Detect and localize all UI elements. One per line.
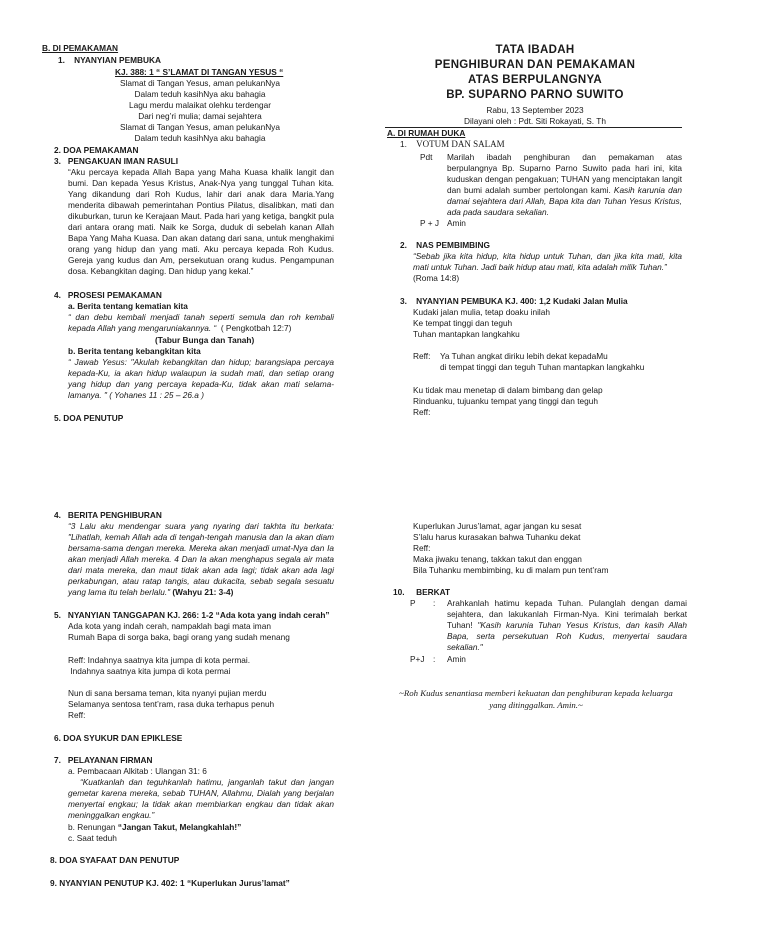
lyric-line: Slamat di Tangan Yesus, aman pelukanNya	[120, 78, 280, 88]
pj-label: P + J	[420, 218, 439, 228]
b9-heading: 9. NYANYIAN PENUTUP KJ. 402: 1 “Kuperlukan Jurus’lamat”	[50, 878, 290, 888]
lyric-line: Ke tempat tinggi dan teguh	[413, 318, 513, 328]
opening-song-verse-2	[413, 385, 603, 418]
lyric-line: Reff:	[68, 710, 86, 720]
lyric-line: Lagu merdu malaikat olehku terdengar	[128, 100, 272, 110]
amin-response: Amin	[447, 654, 466, 664]
votum-text: Marilah ibadah penghiburan dan pemakaman atas berpulangnya Bp. Suparno Parno Suwito pada hari ini, kita kuduskan dengan pengakuan; TUHAN yang menciptakan langit dan bumi adalah sumber pertolongan kami. Kasih karunia dan damai sejahtera dari Allah, Bapa kita dan Tuhan Yesus Kristus, ada pada saudara sekalian.	[447, 152, 682, 217]
b4-text: “3 Lalu aku mendengar suara yang nyaring dari takhta itu berkata: "Lihatlah, kemah Allah ada di tengah-tengah manusia dan Ia akan diam bersama-sama dengan mereka. Mereka akan menjadi umat-Nya dan Ia akan menjadi Allah mereka. 4 Dan Ia akan menghapus segala air mata dari mata mereka, dan maut tidak akan ada lagi; tidak akan ada lagi perkabungan, atau ratap tangis, atau dukacita, sebab segala sesuatu yang lama itu telah berlalu." (Wahyu 21: 3-4)	[68, 521, 334, 597]
lyric-line: Indahnya saatnya kita jumpa di kota permai	[68, 666, 231, 676]
item-1-heading: 1. NYANYIAN PEMBUKA	[58, 55, 161, 65]
item-4b-heading: b. Berita tentang kebangkitan kita	[68, 346, 201, 356]
nas-heading: 2. NAS PEMBIMBING	[400, 240, 490, 250]
lyric-line: Rinduanku, tujuanku tempat yang tinggi dan teguh	[413, 396, 598, 406]
item-4-heading: 4. PROSESI PEMAKAMAN	[54, 290, 162, 300]
document-title	[420, 43, 650, 103]
lyric-line: Dalam teduh kasihNya aku bahagia	[134, 133, 266, 143]
lyric-line: Maka jiwaku tenang, takkan takut dan enggan	[413, 554, 582, 564]
item-2-heading: 2. DOA PEMAKAMAN	[54, 145, 139, 155]
lyric-line: Ada kota yang indah cerah, nampaklah bagi mata iman	[68, 621, 271, 631]
b5-verse-1	[68, 621, 290, 643]
closing-blessing	[388, 687, 684, 711]
reff-label: Reff:	[413, 351, 431, 361]
lyric-line: Kudaki jalan mulia, tetap doaku inilah	[413, 307, 550, 317]
amin-response: Amin	[447, 218, 466, 228]
closing-song-lyrics	[413, 521, 609, 576]
b5-verse-2	[68, 688, 274, 721]
nas-text: “Sebab jika kita hidup, kita hidup untuk Tuhan, dan jika kita mati, kita mati untuk Tuhan. Jadi baik hidup atau mati, kita adalah milik Tuhan.” (Roma 14:8)	[413, 251, 682, 283]
lyric-line: Reff:	[413, 543, 431, 553]
b4-heading: 4. BERITA PENGHIBURAN	[54, 510, 162, 520]
lyric-line: Reff:	[413, 407, 431, 417]
lyric-line: Dari neg’ri mulia; damai sejahtera	[138, 111, 262, 121]
item-4a-text: “ dan debu kembali menjadi tanah seperti semula dan roh kembali kepada Allah yang mengaruniakannya. “ ( Pengkotbah 12:7)	[68, 312, 334, 333]
lyric-line: Ya Tuhan angkat diriku lebih dekat kepadaMu	[440, 351, 608, 361]
lyric-line: Tuhan mantapkan langkahku	[413, 329, 520, 339]
item-4a-heading: a. Berita tentang kematian kita	[68, 301, 188, 311]
lyric-line: Slamat di Tangan Yesus, aman pelukanNya	[120, 122, 280, 132]
colon: :	[433, 598, 436, 608]
votum-heading: 1. VOTUM DAN SALAM	[400, 139, 505, 149]
pdt-label: Pdt	[420, 152, 433, 162]
item-5-heading: 5. DOA PENUTUP	[54, 413, 124, 423]
lyric-line: Dalam teduh kasihNya aku bahagia	[134, 89, 266, 99]
section-a-heading: A. DI RUMAH DUKA	[387, 128, 466, 138]
service-date: Rabu, 13 September 2023	[486, 105, 584, 115]
title-line: TATA IBADAH	[495, 44, 575, 56]
lyric-line: Selamanya sentosa tent’ram, rasa duka terhapus penuh	[68, 699, 275, 709]
closing-line: yang ditinggalkan. Amin.~	[489, 700, 583, 710]
lyric-line: Bila Tuhanku membimbing, ku di malam pun tent’ram	[413, 565, 609, 575]
colon: :	[433, 654, 436, 664]
opening-song-heading: 3. NYANYIAN PEMBUKA KJ. 400: 1,2 Kudaki Jalan Mulia	[400, 296, 628, 306]
b5-heading: 5. NYANYIAN TANGGAPAN KJ. 266: 1-2 “Ada kota yang indah cerah”	[54, 610, 330, 620]
item-1-lyrics	[100, 78, 300, 144]
b6-heading: 6. DOA SYUKUR DAN EPIKLESE	[54, 733, 183, 743]
b7c-label: c. Saat teduh	[68, 833, 117, 843]
title-line: BP. SUPARNO PARNO SUWITO	[446, 89, 624, 101]
lyric-line: Reff: Indahnya saatnya kita jumpa di kota permai.	[68, 655, 251, 665]
p-label: P	[410, 598, 416, 608]
closing-line: ~Roh Kudus senantiasa memberi kekuatan dan penghiburan kepada keluarga	[399, 688, 673, 698]
lyric-line: Ku tidak mau menetap di dalam bimbang dan gelap	[413, 385, 603, 395]
title-line: PENGHIBURAN DAN PEMAKAMAN	[434, 59, 636, 71]
b7a-text: “Kuatkanlah dan teguhkanlah hatimu, janganlah takut dan jangan gemetar karena mereka, sebab TUHAN, Allahmu, Dialah yang berjalan menyertai engkau; Ia tidak akan membiarkan engkau dan tidak akan meninggalkan engkau.”	[68, 777, 334, 820]
b5-reff	[68, 655, 250, 677]
lyric-line: Kuperlukan Jurus’lamat, agar jangan ku sesat	[413, 521, 582, 531]
lyric-line: S’lalu harus kurasakan bahwa Tuhanku dekat	[413, 532, 581, 542]
apostles-creed-text: “Aku percaya kepada Allah Bapa yang Maha Kuasa khalik langit dan bumi. Dan kepada Yesus Kristus, Anak-Nya yang tunggal Tuhan kita. Yang dikandung dari Roh Kudus, lahir dari anak dara Maria.Yang menderita dibawah pemerintahan Pontius Pilatus, disalibkan, mati dan dikuburkan, turun ke Kerajaan Maut. Pada hari yang ketiga, bangkit pula dari antara orang mati. Naik ke Sorga, duduk di sebelah kanan Allah Bapa Yang Maha Kuasa. Dan akan datang dari sana, untuk menghakimi orang yang hidup dan yang mati. Aku percaya kepada Roh Kudus. Gereja yang kudus dan Am, persekutuan orang kudus. Pengampunan dosa. Kebangkitan daging. Dan hidup yang kekal.”	[68, 167, 334, 276]
b7b-label: b. Renungan “Jangan Takut, Melangkahlah!”	[68, 822, 242, 832]
opening-song-verse	[413, 307, 550, 340]
item-4a-note: (Tabur Bunga dan Tanah)	[155, 335, 255, 345]
lyric-line: Rumah Bapa di sorga baka, bagi orang yang sudah menang	[68, 632, 290, 642]
section-b-heading: B. DI PEMAKAMAN	[42, 43, 119, 53]
item-4b-text: “ Jawab Yesus: "Akulah kebangkitan dan hidup; barangsiapa percaya kepada-Ku, ia akan hidup walaupun ia sudah mati, dan setiap orang yang hidup dan yang percaya kepada-Ku, tidak akan mati selama-lamanya. " ( Yohanes 11 : 25 – 26.a )	[68, 357, 334, 400]
opening-song-reff	[440, 351, 644, 373]
lyric-line: di tempat tinggi dan teguh Tuhan mantapkan langkahku	[440, 362, 645, 372]
b7a-label: a. Pembacaan Alkitab : Ulangan 31: 6	[68, 766, 207, 776]
item-1-song-title: KJ. 388: 1 “ S’LAMAT DI TANGAN YESUS “	[115, 67, 284, 77]
title-line: ATAS BERPULANGNYA	[468, 74, 602, 86]
pj-label: P+J	[410, 654, 425, 664]
item-3-heading: 3. PENGAKUAN IMAN RASULI	[54, 156, 179, 166]
lyric-line: Nun di sana bersama teman, kita nyanyi pujian merdu	[68, 688, 267, 698]
b7-heading: 7. PELAYANAN FIRMAN	[54, 755, 153, 765]
b10-heading: 10. BERKAT	[393, 587, 451, 597]
blessing-text: Arahkanlah hatimu kepada Tuhan. Pulanglah dengan damai sejahtera, dan lakukanlah Firman-Nya. Kini terimalah berkat Tuhan! "Kasih karunia Tuhan Yesus Kristus, dan kasih Allah Bapa, serta persekutuan Roh Kudus, menyertai saudara sekalian."	[447, 598, 687, 652]
officiant: Dilayani oleh : Pdt. Siti Rokayati, S. Th	[464, 116, 606, 126]
b8-heading: 8. DOA SYAFAAT DAN PENUTUP	[50, 855, 180, 865]
